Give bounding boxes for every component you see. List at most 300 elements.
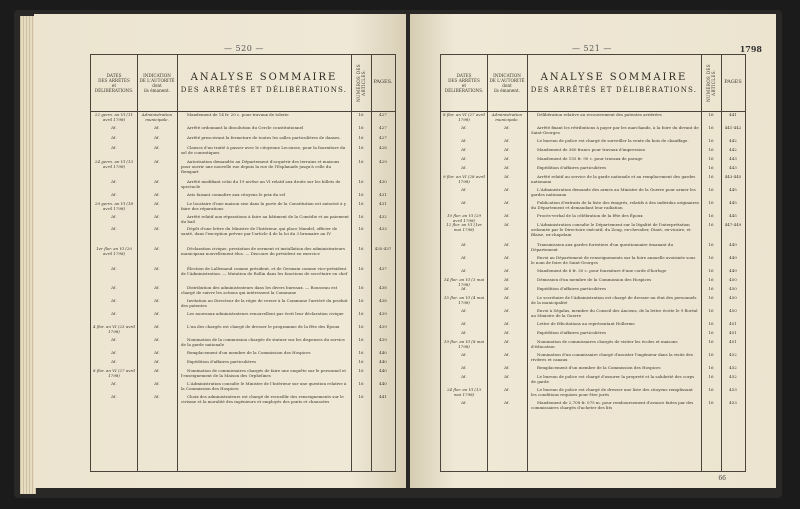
row-article-number: 16 (358, 381, 364, 386)
table-row (91, 350, 395, 359)
row-date: Id. (111, 394, 117, 399)
row-date: 29 germ. an VI (18 avril 1798) (94, 201, 134, 211)
row-date: Id. (111, 381, 117, 386)
row-date: Id. (111, 266, 117, 271)
row-article-number: 16 (708, 387, 714, 392)
row-authority: Id. (504, 156, 510, 161)
table-row (441, 242, 745, 255)
table-row (91, 226, 395, 246)
row-page: 449 (729, 255, 737, 260)
row-page: 432 (379, 214, 387, 219)
row-page: 450 (729, 277, 737, 282)
header-dates-line: DES ARRÊTÉS (98, 77, 130, 83)
table-row (91, 246, 395, 266)
row-date: 24 flor. an VI (13 mai 1798) (446, 387, 482, 397)
row-date: Id. (461, 242, 467, 247)
row-analysis: Arrêté modifiant celui du 19 nivôse an VI relatif aux droits sur les billets de spectacle (181, 179, 341, 189)
row-authority: Id. (504, 138, 510, 143)
row-page: 442 (729, 138, 737, 143)
row-page: 431 (379, 201, 387, 206)
table-row (441, 156, 745, 165)
row-date: Id. (111, 145, 117, 150)
row-date: 22 germ. an VI (11 avril 1798) (94, 112, 134, 122)
header-numeros (351, 55, 371, 111)
table-row (441, 112, 745, 125)
row-authority: Id. (504, 255, 510, 260)
header-pages (721, 55, 745, 111)
row-authority: Administration municipale. (141, 112, 173, 122)
row-authority: Id. (154, 214, 160, 219)
row-date: Id. (461, 187, 467, 192)
row-analysis: Publication d'extraits de la liste des émigrés, relatifs à des individus originaires du Département et demandant leur radiation (531, 200, 699, 210)
row-analysis: Choix des administrateurs est chargé de recueillir des renseignements sur le civisme et la moralité des ingénieurs et employés des ponts et chaussées (181, 394, 344, 404)
row-analysis: Nomination de la commission chargée de statuer sur les dispenses du service de la garde nationale (181, 337, 345, 347)
row-article-number: 16 (708, 365, 714, 370)
row-date: Id. (461, 330, 467, 335)
row-date: 12 flor. an VI (1er mai 1798) (446, 222, 482, 232)
header-pages-label: PAGES. (373, 79, 393, 86)
table-row (441, 295, 745, 308)
row-article-number: 16 (358, 298, 364, 303)
row-page: 453 (729, 387, 737, 392)
row-date: Id. (461, 268, 467, 273)
right-table (440, 54, 746, 472)
row-article-number: 16 (708, 295, 714, 300)
row-authority: Id. (154, 192, 160, 197)
row-authority: Id. (504, 286, 510, 291)
row-analysis: Arrêté relatif au service de la garde nationale et au remplacement des gardes nationaux (531, 174, 696, 184)
row-date: 14 flor. an VI (3 mai 1798) (443, 277, 485, 287)
table-row (441, 286, 745, 295)
left-page-number: — 520 — (224, 44, 264, 53)
table-row (91, 368, 395, 381)
table-row (441, 374, 745, 387)
row-article-number: 16 (708, 339, 714, 344)
row-article-number: 16 (358, 125, 364, 130)
table-row (91, 145, 395, 159)
row-date: Id. (461, 308, 467, 313)
row-analysis: Transmission aux gardes forestiers d'un questionnaire émanant du Département (531, 242, 674, 252)
table-row (91, 266, 395, 285)
header-indication-line: dont (502, 83, 512, 88)
table-row (441, 165, 745, 174)
row-authority: Id. (154, 226, 160, 231)
row-page: 442 (729, 147, 737, 152)
table-row (441, 200, 745, 213)
header-dates-line: et (111, 83, 117, 88)
row-article-number: 16 (708, 187, 714, 192)
row-article-number: 16 (708, 156, 714, 161)
row-page: 445 (729, 187, 737, 192)
header-indication-line: INDICATION (493, 72, 521, 78)
table-row (441, 213, 745, 222)
row-page: 450 (729, 308, 737, 313)
row-analysis: Arrêté fixant les rétributions à payer par les marchands, à la foire du devant de Saint-Georges (531, 125, 699, 135)
row-article-number: 16 (708, 125, 714, 130)
row-date: Id. (111, 285, 117, 290)
row-authority: Id. (154, 179, 160, 184)
row-authority: Id. (504, 174, 510, 179)
row-date: Id. (111, 214, 117, 219)
row-date: Id. (461, 352, 467, 357)
row-date: Id. (111, 337, 117, 342)
row-page: 452 (729, 374, 737, 379)
row-article-number: 16 (708, 222, 714, 227)
row-authority: Id. (154, 135, 160, 140)
row-article-number: 16 (708, 147, 714, 152)
row-page: 438 (379, 298, 387, 303)
table-row (441, 308, 745, 321)
header-pages (371, 55, 395, 111)
row-page: 440 (379, 368, 387, 373)
table-row (441, 255, 745, 268)
row-date: Id. (461, 165, 467, 170)
row-analysis: Mandement de 360 francs pour travaux d'impression (537, 147, 645, 152)
row-article-number: 16 (708, 277, 714, 282)
row-authority: Id. (154, 159, 160, 164)
row-analysis: Clauses d'un traité à passer avec le citoyenne Lecousse, pour la fourniture du sel de comestiques (181, 145, 346, 155)
left-page (34, 14, 406, 488)
right-page (410, 14, 776, 488)
row-analysis: Élection de Lallemand comme président, et de Germain comme vice-président de l'Administration. — Mutation de Rollin dans les fonctions de secrétaire en chef (181, 266, 348, 276)
header-indication-line: INDICATION (143, 72, 171, 78)
row-analysis: Expédition d'affaires particulières (537, 330, 607, 335)
row-article-number: 16 (358, 112, 364, 117)
row-article-number: 16 (708, 138, 714, 143)
table-row (91, 192, 395, 201)
row-authority: Id. (504, 268, 510, 273)
header-indication (137, 55, 177, 111)
row-authority: Id. (504, 308, 510, 313)
row-authority: Id. (154, 285, 160, 290)
table-row (91, 381, 395, 394)
row-article-number: 16 (358, 159, 364, 164)
row-date: 1er flor. an VI (20 avril 1798) (96, 246, 132, 256)
table-row (441, 339, 745, 352)
table-row (441, 352, 745, 365)
row-article-number: 16 (358, 246, 364, 251)
row-analysis: Dépôt d'une lettre du Ministre de l'Intérieur, qui place Mandel, officier de santé, dans l'exception prévue par l'article 4 de la loi du 3 brumaire an IV (181, 226, 338, 236)
row-analysis: Démission d'un membre de la Commission des Hospices (537, 277, 652, 282)
table-row (91, 394, 395, 414)
row-analysis: Nomination de commissaires chargés de faire une enquête sur le personnel et l'enseignement de la Maison des Orphelines (181, 368, 346, 378)
table-row (441, 174, 745, 187)
table-row (441, 268, 745, 277)
row-authority: Id. (154, 381, 160, 386)
header-indication-line: ils émanent. (494, 88, 520, 94)
header-subtitle: DES ARRÊTÉS ET DÉLIBÉRATIONS. (530, 86, 698, 94)
row-analysis: Procès-verbal de la célébration de la fête des Époux (537, 213, 643, 218)
row-page: 452 (729, 365, 737, 370)
table-row (91, 298, 395, 311)
row-page: 439 (379, 337, 387, 342)
header-title: ANALYSE SOMMAIRE (190, 72, 338, 83)
row-page: 450 (729, 286, 737, 291)
table-row (441, 147, 745, 156)
header-dates (441, 55, 487, 111)
row-authority: Id. (504, 400, 510, 405)
table-row (441, 277, 745, 286)
row-analysis: L'Administration demande des armes au Ministre de la Guerre pour armer les gardes nationaux (531, 187, 696, 197)
row-analysis: L'Administration consulte le Ministre de l'Intérieur sur une question relative à la Commission des Hospices (181, 381, 347, 391)
row-date: 8 flor. an VI (27 avril 1798) (93, 368, 135, 378)
row-authority: Id. (504, 365, 510, 370)
row-authority: Id. (504, 374, 510, 379)
table-row (91, 359, 395, 368)
row-authority: Id. (504, 321, 510, 326)
row-page: 452 (729, 352, 737, 357)
row-analysis: Déclaration civique, prestation de serment et installation des administrateurs municipaux nouvellement élus. — Discours du président en exercice (181, 246, 346, 256)
row-authority: Id. (504, 242, 510, 247)
row-article-number: 16 (358, 179, 364, 184)
header-dates-line: DES ARRÊTÉS (448, 77, 480, 83)
row-date: 4 flor. an VI (23 avril 1798) (93, 324, 135, 334)
row-article-number: 16 (708, 255, 714, 260)
row-article-number: 16 (708, 268, 714, 273)
left-rows (91, 112, 395, 414)
header-indication-line: DE L'AUTORITÉ (139, 77, 175, 83)
row-analysis: Arrêté prescrivant la fermeture de toutes les salles particulières de danses. (187, 135, 341, 140)
row-page: 440 (379, 350, 387, 355)
row-analysis: L'un des chargés est chargé de dresser le programme de la fête des Époux (187, 324, 340, 329)
row-analysis: Nomination d'un commissaire chargé d'assister l'ingénieur dans la visite des rivières et canaux (531, 352, 693, 362)
row-article-number: 16 (708, 165, 714, 170)
table-header (441, 55, 745, 112)
row-analysis: Délibération relative au recouvrement des patentes arriérées (537, 112, 662, 117)
row-page: 450 (729, 295, 737, 300)
table-row (441, 400, 745, 413)
header-indication-line: dont (152, 83, 162, 88)
row-authority: Id. (504, 330, 510, 335)
row-page: 449 (729, 268, 737, 273)
row-analysis: Invitation au Directeur de la régie de verser à la Commune l'arriéré du produit des patentes (181, 298, 348, 308)
row-page: 441-442 (724, 125, 742, 130)
header-dates-line: DATES (456, 72, 472, 78)
row-article-number: 16 (708, 308, 714, 313)
row-authority: Id. (154, 246, 160, 251)
row-date: Id. (461, 321, 467, 326)
row-page: 451 (729, 321, 737, 326)
row-date: 8 flor. an VI (27 avril 1798) (443, 112, 485, 122)
row-date: 24 germ. an VI (13 avril 1798) (94, 159, 134, 169)
header-dates-line: DATES (106, 72, 122, 78)
row-article-number: 16 (708, 242, 714, 247)
row-analysis: Avis faisant connaître aux citoyens le prix du sel (187, 192, 286, 197)
row-analysis: Envoi au Département de renseignements sur la foire annuelle avoisinée sous le nom de foire de Saint-Georges (531, 255, 696, 265)
row-authority: Id. (154, 394, 160, 399)
row-date: 9 flor. an VI (28 avril 1798) (443, 174, 485, 184)
row-article-number: 16 (358, 135, 364, 140)
row-date: Id. (111, 350, 117, 355)
row-authority: Id. (154, 145, 160, 150)
row-analysis: Le bureau de police est chargé d'assurer la propreté et la salubrité des corps de garde (531, 374, 695, 384)
row-analysis: Envoi à Ségalas, membre du Conseil des Anciens, de la lettre écrite le 9 floréal au Ministre de la Guerre (531, 308, 698, 318)
row-analysis: Nomination de commissaires chargés de visiter les écoles et maisons d'éducation (531, 339, 678, 349)
row-analysis: Arrêté relatif aux réparations à faire au bâtiment de la Comédie et au paiement du bail (181, 214, 349, 224)
row-date: Id. (111, 135, 117, 140)
header-indication-line: ils émanent. (144, 88, 170, 94)
header-numeros-label: NUMÉROS DES ARTICLES. (355, 64, 366, 102)
header-title-block (527, 55, 701, 111)
row-article-number: 16 (708, 112, 714, 117)
row-analysis: Le secrétaire de l'Administration est chargé de dresser un état des personnels de la municipalité (531, 295, 697, 305)
row-article-number: 16 (358, 192, 364, 197)
row-page: 438 (379, 285, 387, 290)
row-date: Id. (111, 298, 117, 303)
row-analysis: Expédition d'affaires particulières (537, 286, 607, 291)
row-date: Id. (111, 192, 117, 197)
row-article-number: 16 (708, 286, 714, 291)
row-authority: Id. (504, 387, 510, 392)
table-row (441, 330, 745, 339)
row-authority: Id. (154, 266, 160, 271)
table-row (91, 125, 395, 135)
table-row (441, 125, 745, 138)
right-rows (441, 112, 745, 413)
row-article-number: 16 (708, 330, 714, 335)
row-authority: Id. (504, 295, 510, 300)
table-row (91, 214, 395, 226)
row-page: 430 (379, 179, 387, 184)
row-page: 439 (379, 311, 387, 316)
row-page: 437 (379, 266, 387, 271)
row-page: 428 (379, 145, 387, 150)
row-analysis: Le bureau de police est chargé de surveiller la vente du bois de chauffage. (537, 138, 689, 143)
row-article-number: 16 (358, 145, 364, 150)
header-dates-line: DÉLIBÉRATIONS. (94, 88, 134, 94)
row-analysis: Remplacement d'un membre de la Commission des Hospices (537, 365, 661, 370)
row-date: Id. (461, 286, 467, 291)
row-analysis: Expédition d'affaires particulières (187, 359, 257, 364)
row-page: 427 (379, 135, 387, 140)
row-article-number: 16 (708, 352, 714, 357)
row-page: 449 (729, 242, 737, 247)
row-article-number: 16 (358, 337, 364, 342)
row-page: 440 (379, 381, 387, 386)
row-page: 451 (729, 330, 737, 335)
header-indication-line: DE L'AUTORITÉ (489, 77, 525, 83)
row-date: Id. (461, 400, 467, 405)
row-date: Id. (461, 200, 467, 205)
row-authority: Id. (154, 350, 160, 355)
row-page: 443-445 (724, 174, 742, 179)
row-authority: Id. (154, 324, 160, 329)
row-analysis: Remplacement d'un membre de la Commission des Hospices (187, 350, 311, 355)
row-page: 435-437 (374, 246, 392, 251)
table-row (91, 311, 395, 324)
table-row (91, 159, 395, 179)
row-analysis: L'Administration consulte le Département sur la légalité de l'interprétation ordonnée par le Directoire exécutif, du Zoug, ex-chevalier, Dinet, ex-vicaire, et Blaise, ex-chapelain (531, 222, 691, 237)
row-page: 445 (729, 200, 737, 205)
row-page: 441 (379, 394, 387, 399)
row-date: Id. (461, 365, 467, 370)
row-date: 19 flor. an VI (8 mai 1798) (443, 339, 485, 349)
row-page: 445 (729, 213, 737, 218)
header-dates (91, 55, 137, 111)
row-page: 433 (379, 226, 387, 231)
row-date: Id. (111, 125, 117, 130)
row-analysis: Le bureau de police est chargé de dresser une liste des citoyens remplissant les conditions requises pour être jurés (531, 387, 693, 397)
row-authority: Id. (504, 277, 510, 282)
row-article-number: 16 (708, 200, 714, 205)
table-row (441, 187, 745, 200)
header-dates-line: et (461, 83, 467, 88)
row-date: Id. (461, 125, 467, 130)
row-date: Id. (461, 147, 467, 152)
row-analysis: Distribution des administrateurs dans les divers bureaux. — Rousseau est chargé de suivre les actions qui intéressent la Commune (181, 285, 338, 295)
row-authority: Id. (154, 298, 160, 303)
footer-mark: 66 (718, 475, 726, 482)
row-authority: Id. (504, 165, 510, 170)
row-authority: Id. (154, 125, 160, 130)
row-article-number: 16 (358, 201, 364, 206)
row-page: 439 (379, 324, 387, 329)
row-article-number: 16 (708, 321, 714, 326)
header-dates-line: DÉLIBÉRATIONS. (444, 88, 484, 94)
row-date: 15 flor. an VI (4 mai 1798) (443, 295, 485, 305)
row-page: 447-449 (724, 222, 742, 227)
row-date: Id. (461, 374, 467, 379)
row-page: 427 (379, 125, 387, 130)
row-authority: Id. (154, 201, 160, 206)
header-title: ANALYSE SOMMAIRE (540, 72, 688, 83)
row-analysis: Les nouveaux administrateurs renouvellent par écrit leur déclaration civique (187, 311, 344, 316)
row-analysis: Mandement de 2,708 fr. 075 m. pour remboursement d'avance faites par des commissaires chargés d'acheter des lits (531, 400, 694, 410)
left-table (90, 54, 396, 472)
table-row (91, 337, 395, 350)
table-row (441, 321, 745, 330)
header-numeros (701, 55, 721, 111)
table-row (441, 365, 745, 374)
row-page: 443 (729, 156, 737, 161)
row-analysis: Arrêté ordonnant la dissolution du Cercle constitutionnel (187, 125, 304, 130)
header-numeros-label: NUMÉROS DES ARTICLES. (705, 64, 716, 102)
row-article-number: 16 (708, 213, 714, 218)
row-article-number: 16 (358, 266, 364, 271)
row-authority: Id. (154, 359, 160, 364)
row-page: 431 (379, 192, 387, 197)
row-date: Id. (461, 156, 467, 161)
row-authority: Id. (504, 222, 510, 227)
row-date: Id. (111, 311, 117, 316)
row-article-number: 16 (358, 226, 364, 231)
row-date: Id. (461, 138, 467, 143)
header-subtitle: DES ARRÊTÉS ET DÉLIBÉRATIONS. (180, 86, 348, 94)
row-authority: Id. (504, 352, 510, 357)
row-analysis: Lettre de félicitations au représentant Hollerme (537, 321, 635, 326)
row-date: Id. (111, 359, 117, 364)
row-analysis: Autorisation demandée au Département d'acquérir des terrains et maisons pour ouvrir une nouvelle rue depuis la rue de l'Esplanade jusqu'à celle du Rempart (181, 159, 340, 174)
row-page: 441 (729, 112, 737, 117)
table-row (91, 285, 395, 298)
row-article-number: 16 (358, 324, 364, 329)
row-date: 10 flor. an VI (29 avril 1798) (446, 213, 482, 223)
row-authority: Id. (504, 125, 510, 130)
row-article-number: 16 (358, 359, 364, 364)
table-row (441, 222, 745, 242)
table-row (91, 201, 395, 214)
row-authority: Id. (504, 187, 510, 192)
header-pages-label: PAGES (724, 79, 742, 86)
row-date: Id. (111, 179, 117, 184)
row-article-number: 16 (708, 374, 714, 379)
row-authority: Id. (504, 200, 510, 205)
row-article-number: 16 (708, 400, 714, 405)
row-authority: Id. (504, 147, 510, 152)
row-analysis: Mandement de 14 fr. 20 c. pour travaux de tolerie (187, 112, 289, 117)
table-row (91, 179, 395, 192)
page-year: 1798 (739, 44, 762, 54)
